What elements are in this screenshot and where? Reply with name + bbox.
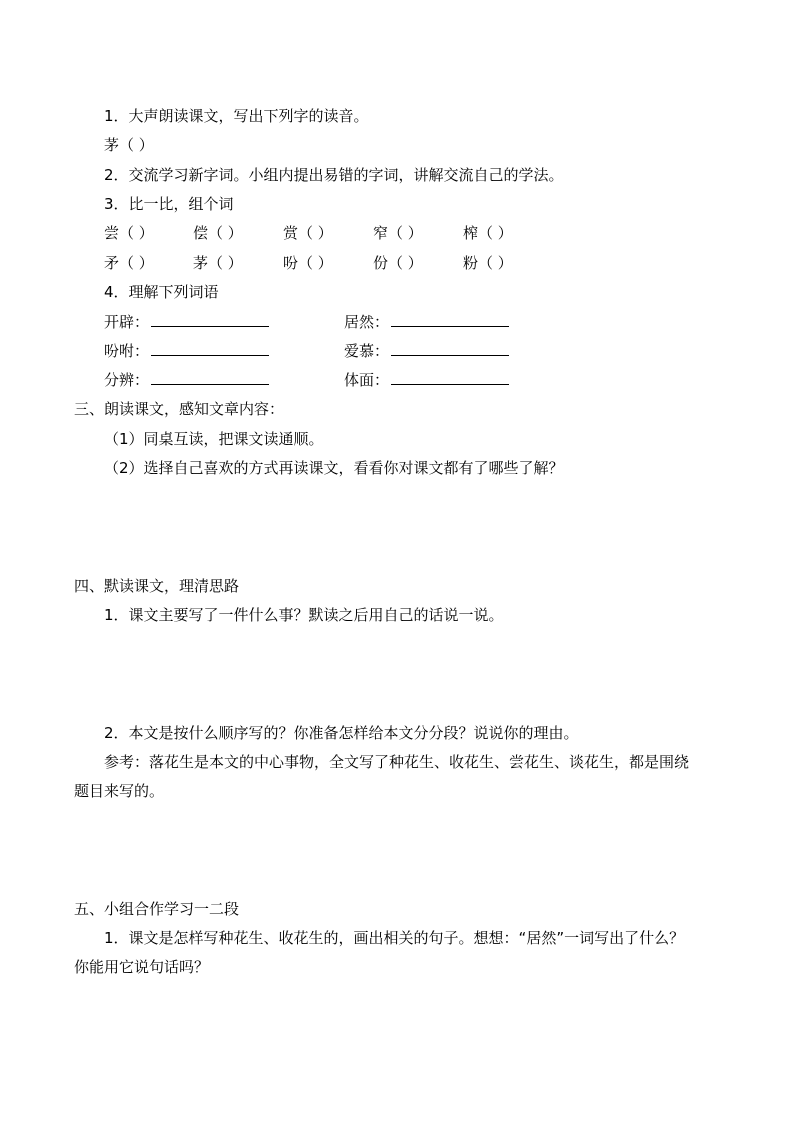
question-4: 4．理解下列词语 bbox=[104, 283, 219, 301]
vocab-item bbox=[104, 341, 269, 361]
compare-item: 窄（ ） bbox=[373, 224, 423, 242]
question-3: 3．比一比，组个词 bbox=[104, 195, 234, 213]
vocab-word: 居然： bbox=[344, 313, 390, 331]
answer-blank[interactable] bbox=[151, 370, 269, 385]
compare-item: 榨（ ） bbox=[463, 224, 513, 242]
section-3-item-1: （1）同桌互读，把课文读通顺。 bbox=[104, 430, 324, 448]
question-1: 1．大声朗读课文，写出下列字的读音。 bbox=[104, 107, 369, 125]
vocab-item bbox=[104, 312, 269, 332]
answer-blank[interactable] bbox=[391, 370, 509, 385]
vocab-item bbox=[344, 312, 509, 332]
section-4-question-1: 1．课文主要写了一件什么事？默读之后用自己的话说一说。 bbox=[104, 606, 504, 624]
vocab-item bbox=[344, 370, 509, 390]
reference-answer-line-1: 参考：落花生是本文的中心事物，全文写了种花生、收花生、尝花生、谈花生，都是围绕 bbox=[104, 753, 690, 771]
pinyin-item: 茅（ ） bbox=[104, 136, 154, 154]
section-3-heading: 三、朗读课文，感知文章内容： bbox=[74, 400, 285, 418]
vocab-word: 爱慕： bbox=[344, 342, 390, 360]
answer-blank[interactable] bbox=[151, 341, 269, 356]
compare-item: 吩（ ） bbox=[283, 254, 333, 272]
reference-answer-line-2: 题目来写的。 bbox=[74, 782, 165, 800]
vocab-word: 开辟： bbox=[104, 313, 150, 331]
compare-item: 尝（ ） bbox=[104, 224, 154, 242]
vocab-word: 体面： bbox=[344, 371, 390, 389]
section-4-question-2: 2．本文是按什么顺序写的？你准备怎样给本文分分段？说说你的理由。 bbox=[104, 724, 579, 742]
compare-item: 偿（ ） bbox=[193, 224, 243, 242]
section-5-question-1-line-2: 你能用它说句话吗？ bbox=[74, 958, 210, 976]
section-5-heading: 五、小组合作学习一二段 bbox=[74, 900, 240, 918]
answer-blank[interactable] bbox=[391, 341, 509, 356]
answer-blank[interactable] bbox=[391, 312, 509, 327]
compare-item: 矛（ ） bbox=[104, 254, 154, 272]
compare-row-2 bbox=[104, 253, 553, 273]
answer-blank[interactable] bbox=[151, 312, 269, 327]
compare-item: 赏（ ） bbox=[283, 224, 333, 242]
section-4-heading: 四、默读课文，理清思路 bbox=[74, 577, 240, 595]
vocab-item bbox=[344, 341, 509, 361]
section-5-question-1-line-1: 1．课文是怎样写种花生、收花生的，画出相关的句子。想想：“居然”一词写出了什么？ bbox=[104, 929, 685, 947]
vocab-word: 分辨： bbox=[104, 371, 150, 389]
question-2: 2．交流学习新字词。小组内提出易错的字词，讲解交流自己的学法。 bbox=[104, 166, 564, 184]
section-3-item-2: （2）选择自己喜欢的方式再读课文，看看你对课文都有了哪些了解？ bbox=[104, 459, 564, 477]
compare-row-1 bbox=[104, 223, 553, 243]
compare-item: 份（ ） bbox=[373, 254, 423, 272]
vocab-item bbox=[104, 370, 269, 390]
vocab-word: 吩咐： bbox=[104, 342, 150, 360]
compare-item: 粉（ ） bbox=[463, 254, 513, 272]
compare-item: 茅（ ） bbox=[193, 254, 243, 272]
